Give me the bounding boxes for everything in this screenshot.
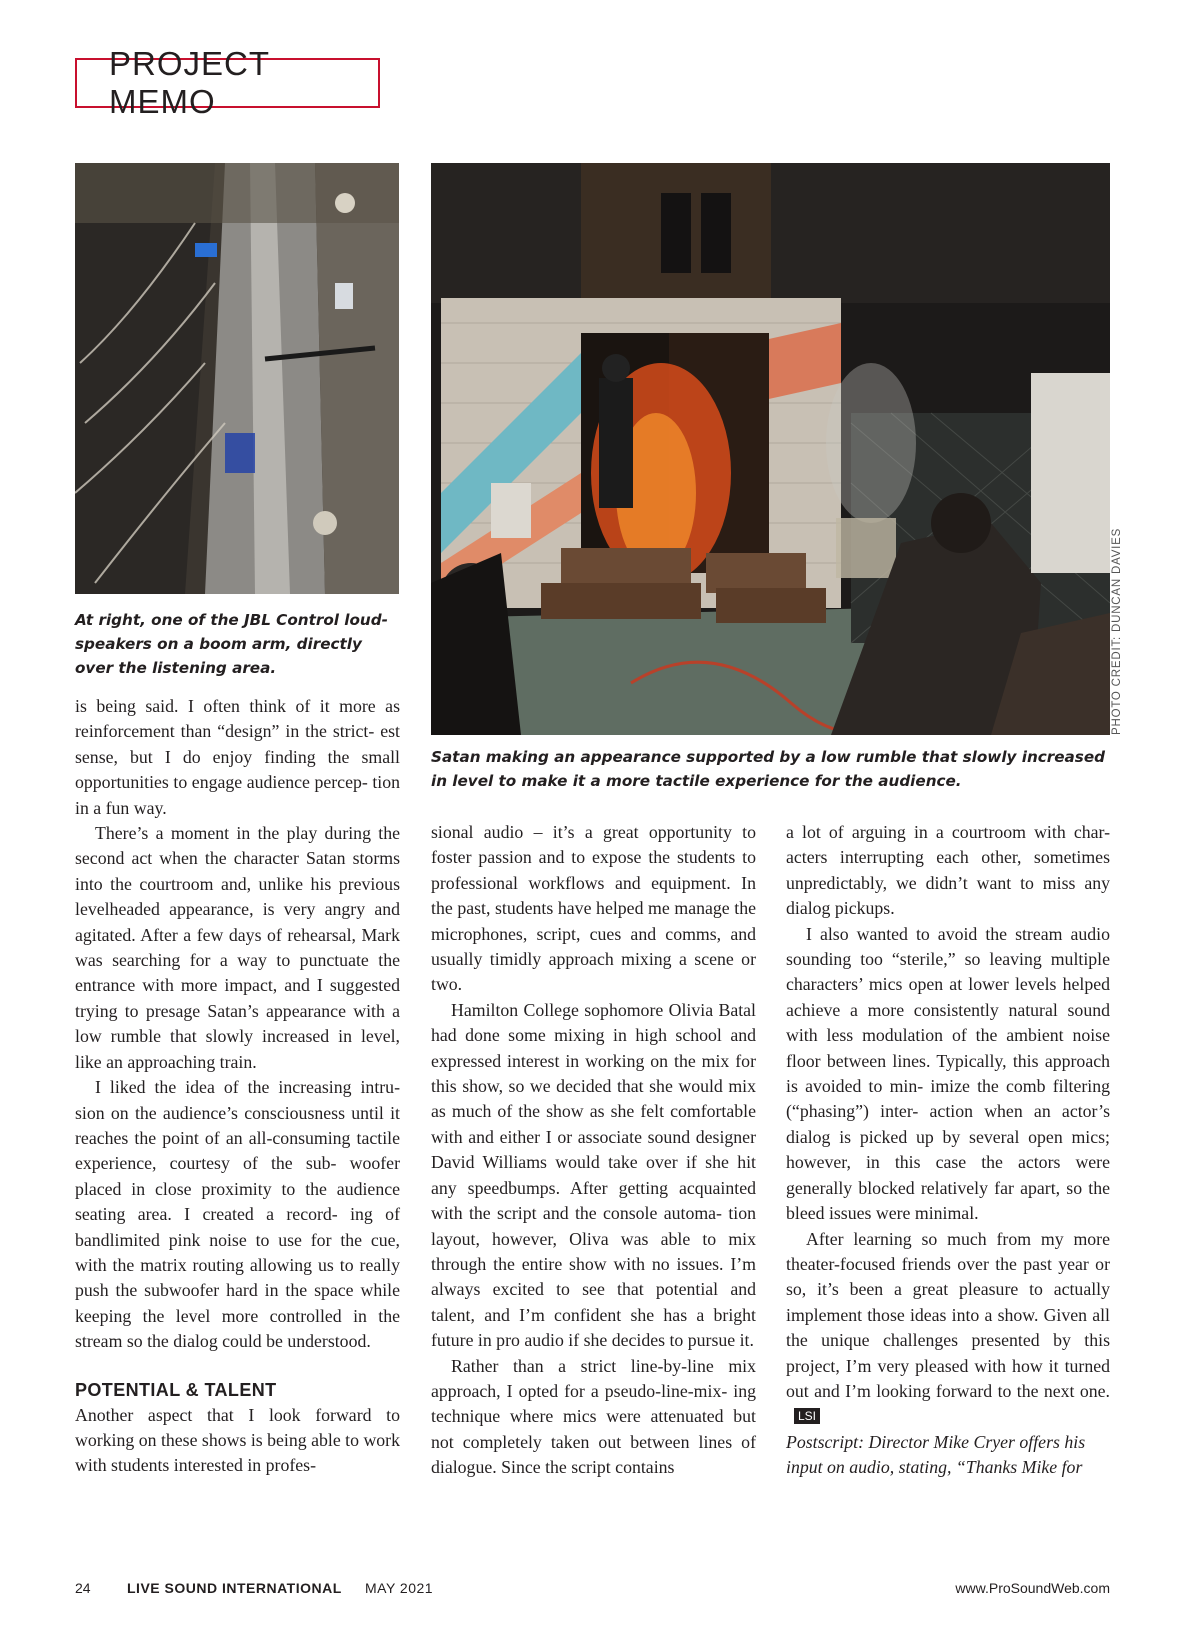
issue-date: MAY 2021	[365, 1580, 434, 1596]
paragraph: Hamilton College sophomore Olivia Batal had done some mixing in high school and expressed interest in working on the mix for this show, so we decided that she would mix as much of the show as she felt comfortable with and either I or associate sound designer David Williams would take over if she hit any speedbumps. After getting acquainted with the script and the console automa- tion layout, however, Oliva was able to mix through the entire show with no issues. I’m always excited to see that potential and talent, and I’m confident she has a bright future in pro audio if she decides to pursue it.	[431, 999, 756, 1351]
article-column-1	[75, 694, 400, 1479]
paragraph: I liked the idea of the increasing intru- sion on the audience’s consciousness until it reaches the point of an all-consuming tactile experience, courtesy of the sub- woofer placed in close proximity to the audience seating area. I created a record- ing of bandlimited pink noise to use for the cue, with the matrix routing allowing us to really push the subwoofer hard in the space while keeping the level more controlled in the stream so the dialog could be understood.	[75, 1077, 400, 1352]
page-footer	[75, 1580, 1110, 1602]
end-mark-badge: LSI	[794, 1408, 820, 1424]
article-column-3	[786, 820, 1110, 1481]
section-subhead: POTENTIAL & TALENT	[75, 1379, 277, 1400]
left-photo-caption: At right, one of the JBL Control loud- speakers on a boom arm, directly over the listening area.	[75, 611, 388, 677]
paragraph: There’s a moment in the play during the second act when the character Satan storms into the courtroom and, unlike his previous levelheaded appearance, is very angry and agitated. After a few days of rehearsal, Mark was searching for a way to punctuate the entrance with more impact, and I suggested trying to presage Satan’s appearance with a low rumble that slowly increased in level, like an approaching train.	[75, 823, 400, 1072]
article-column-2	[431, 820, 756, 1481]
paragraph-text: After learning so much from my more theater-focused friends over the past year or so, it’s been a great pleasure to actually implement those ideas into a show. Given all the unique challenges presented by this project, I’m very pleased with how it turned out and I’m looking forward to the next one.	[786, 1228, 1110, 1401]
magazine-name: LIVE SOUND INTERNATIONAL	[127, 1580, 342, 1596]
paragraph: a lot of arguing in a courtroom with char- acters interrupting each other, sometimes unpredictably, we didn’t want to miss any dialog pickups.	[786, 822, 1110, 919]
final-paragraph	[786, 1227, 1110, 1430]
satan-stage-photo	[431, 163, 1110, 735]
paragraph: sional audio – it’s a great opportunity to foster passion and to expose the students to professional workflows and equipment. In the past, students have helped me manage the microphones, script, cues and comms, and usually timidly approach mixing a scene or two.	[431, 822, 756, 995]
website-url[interactable]: www.ProSoundWeb.com	[955, 1580, 1110, 1596]
page-number: 24	[75, 1580, 91, 1596]
section-tag	[75, 45, 380, 120]
paragraph: Another aspect that I look forward to working on these shows is being able to work with students interested in profes-	[75, 1404, 400, 1476]
paragraph: I also wanted to avoid the stream audio sounding too “sterile,” so leaving multiple characters’ mics open at lower levels helped achieve a more consistently natural sound with less modulation of the ambient noise floor between lines. Typically, this approach is avoided to min- imize the comb filtering (“phasing”) inter- action when an actor’s dialog is picked up by several open mics; however, in this case the actors were generally blocked relatively far apart, so the bleed issues were minimal.	[786, 923, 1110, 1224]
paragraph: is being said. I often think of it more as reinforcement than “design” in the strict- est sense, but I do enjoy finding the small opportunities to engage audience percep- tion in a fun way.	[75, 696, 400, 818]
loudspeaker-boom-photo	[75, 163, 399, 594]
postscript: Postscript: Director Mike Cryer offers his input on audio, stating, “Thanks Mike for	[786, 1431, 1086, 1478]
main-photo-caption: Satan making an appearance supported by a low rumble that slowly increased in level to make it a more tactile experience for the audience.	[431, 748, 1106, 790]
section-tag-label: PROJECT MEMO	[109, 45, 270, 120]
photo-credit: PHOTO CREDIT: DUNCAN DAVIES	[1111, 527, 1123, 735]
paragraph: Rather than a strict line-by-line mix approach, I opted for a pseudo-line-mix- ing technique where mics were attenuated but not completely taken out between lines of dialogue. Since the script contains	[431, 1355, 756, 1478]
